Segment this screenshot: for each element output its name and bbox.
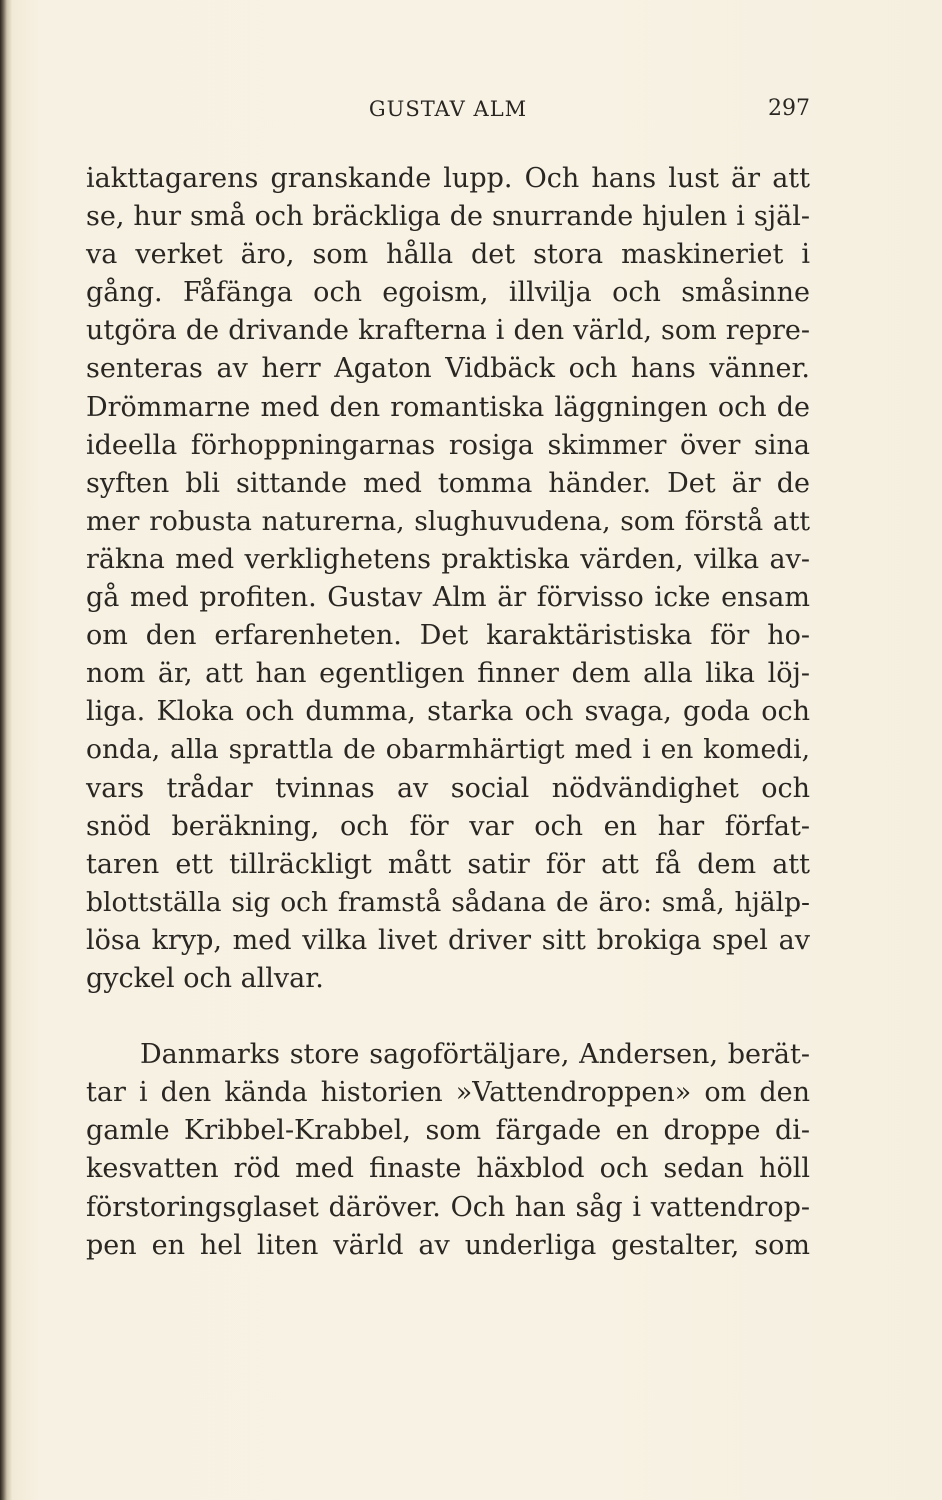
text-line: senteras av herr Agaton Vidbäck och hans vänner. xyxy=(86,353,810,385)
text-line: gå med profiten. Gustav Alm är förvisso icke ensam xyxy=(86,582,810,614)
text-line: se, hur små och bräckliga de snurrande hjulen i själ- xyxy=(86,201,810,233)
page-number: 297 xyxy=(768,96,810,121)
text-line: nom är, att han egentligen finner dem alla lika löj- xyxy=(86,658,810,690)
text-line: blottställa sig och framstå sådana de äro: små, hjälp- xyxy=(86,886,810,918)
text-line: Drömmarne med den romantiska läggningen och de xyxy=(86,391,810,423)
text-line: snöd beräkning, och för var och en har förfat- xyxy=(86,810,810,842)
text-line: gång. Fåfänga och egoism, illvilja och småsinne xyxy=(86,277,810,309)
text-line: vars trådar tvinnas av social nödvändighet och xyxy=(86,772,810,804)
text-line: gamle Kribbel-Krabbel, som färgade en droppe di- xyxy=(86,1115,810,1147)
paragraph-2 xyxy=(86,1036,810,1265)
text-line: va verket äro, som hålla det stora maskineriet i xyxy=(86,239,810,271)
text-line: räkna med verklighetens praktiska värden, vilka av- xyxy=(86,543,810,575)
text-line: syften bli sittande med tomma händer. Det är de xyxy=(86,467,810,499)
text-line: pen en hel liten värld av underliga gestalter, som xyxy=(86,1229,810,1261)
text-line: tar i den kända historien »Vattendroppen» om den xyxy=(86,1077,810,1109)
text-line: kesvatten röd med finaste häxblod och sedan höll xyxy=(86,1153,810,1185)
text-line: liga. Kloka och dumma, starka och svaga, goda och xyxy=(86,696,810,728)
body-text xyxy=(86,160,810,1265)
text-line: om den erfarenheten. Det karaktäristiska för ho- xyxy=(86,620,810,652)
text-line: ideella förhoppningarnas rosiga skimmer över sina xyxy=(86,429,810,461)
paragraph-1 xyxy=(86,160,810,998)
text-line: Danmarks store sagoförtäljare, Andersen, berät- xyxy=(140,1039,810,1071)
text-line: gyckel och allvar. xyxy=(86,962,324,994)
paragraph-spacer xyxy=(86,998,810,1036)
text-line: taren ett tillräckligt mått satir för att få dem att xyxy=(86,848,810,880)
running-header xyxy=(86,94,810,124)
text-line: utgöra de drivande krafterna i den värld, som repre- xyxy=(86,315,810,347)
text-line: iakttagarens granskande lupp. Och hans lust är att xyxy=(86,163,810,194)
running-title: GUSTAV ALM xyxy=(368,97,528,121)
text-line: mer robusta naturerna, slughuvudena, som förstå att xyxy=(86,505,810,537)
text-line: onda, alla sprattla de obarmhärtigt med i en komedi, xyxy=(86,734,810,766)
text-line: förstoringsglaset däröver. Och han såg i vattendrop- xyxy=(86,1191,810,1223)
text-line: lösa kryp, med vilka livet driver sitt brokiga spel av xyxy=(86,924,810,956)
page-gutter xyxy=(0,0,12,1500)
